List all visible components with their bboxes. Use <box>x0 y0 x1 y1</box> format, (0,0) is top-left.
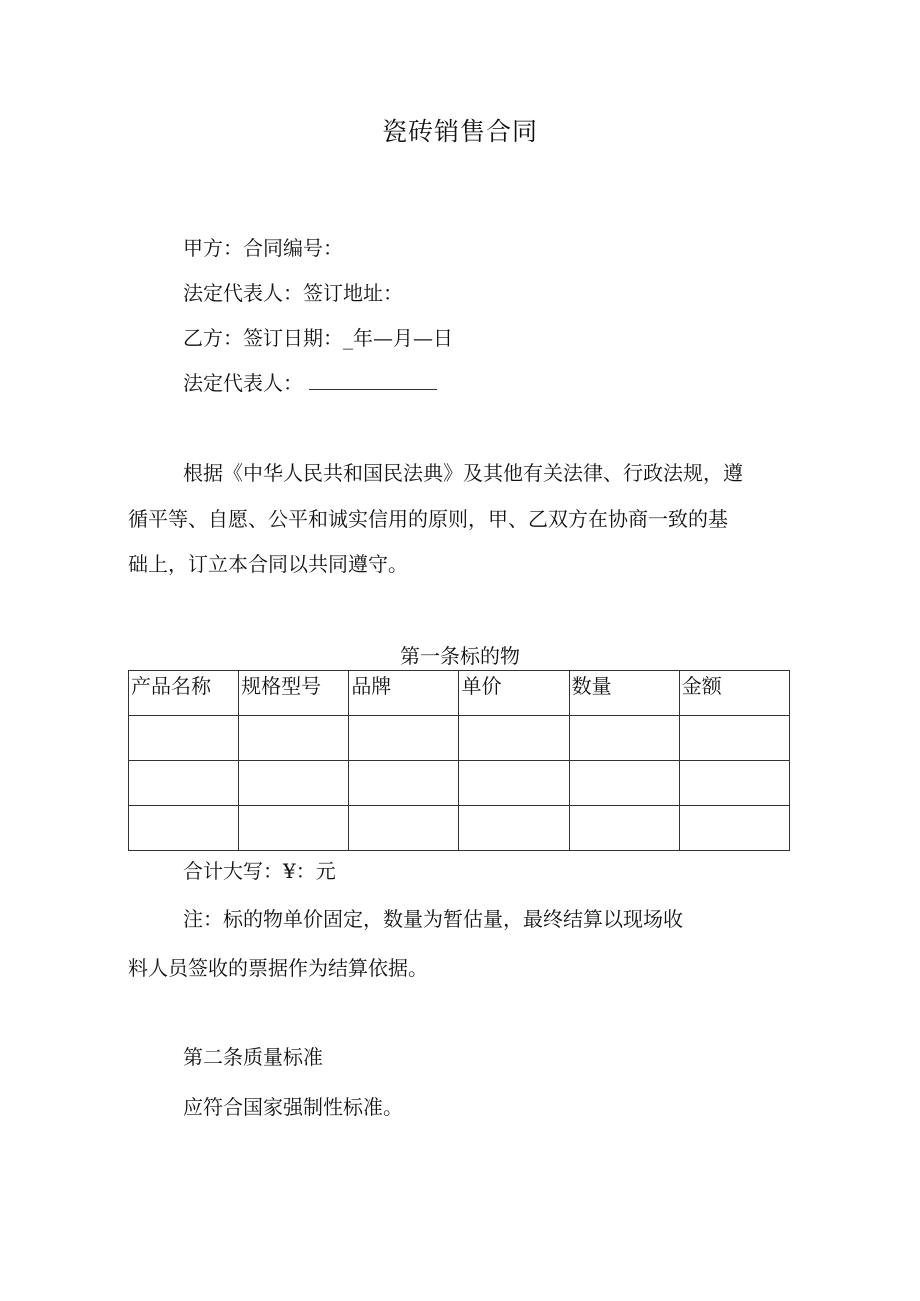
table-cell <box>679 761 789 806</box>
total-amount-line: 合计大写：¥：元 <box>183 859 336 883</box>
table-cell <box>129 806 239 851</box>
preamble-line-3: 础上，订立本合同以共同遵守。 <box>128 552 408 576</box>
table-row <box>129 716 790 761</box>
table-header-row <box>129 671 790 716</box>
header-unit-price: 单价 <box>459 671 569 716</box>
header-quantity: 数量 <box>569 671 679 716</box>
legal-rep-b-label: 法定代表人： <box>183 371 303 395</box>
table-cell <box>459 761 569 806</box>
table-cell <box>679 716 789 761</box>
goods-table <box>128 670 790 851</box>
header-amount: 金额 <box>679 671 789 716</box>
table-row <box>129 761 790 806</box>
table-cell <box>129 761 239 806</box>
table-cell <box>239 716 349 761</box>
table-cell <box>679 806 789 851</box>
note-line-2: 料人员签收的票据作为结算依据。 <box>128 956 428 980</box>
article-2-heading: 第二条质量标准 <box>183 1045 323 1069</box>
party-b-line: 乙方：签订日期：_年—月—日 <box>183 326 453 350</box>
legal-rep-b-blank <box>309 371 437 390</box>
header-brand: 品牌 <box>349 671 459 716</box>
table-cell <box>349 716 459 761</box>
table-cell <box>129 716 239 761</box>
article-2-body: 应符合国家强制性标准。 <box>183 1095 403 1119</box>
table-cell <box>239 761 349 806</box>
party-a-line: 甲方：合同编号： <box>183 236 343 260</box>
table-cell <box>569 716 679 761</box>
header-product-name: 产品名称 <box>129 671 239 716</box>
document-title: 瓷砖销售合同 <box>381 117 538 146</box>
table-row <box>129 806 790 851</box>
legal-rep-a-line: 法定代表人：签订地址： <box>183 281 403 305</box>
table-cell <box>459 716 569 761</box>
table-cell <box>349 761 459 806</box>
preamble-line-2: 循平等、自愿、公平和诚实信用的原则，甲、乙双方在协商一致的基 <box>128 507 728 531</box>
table-cell <box>459 806 569 851</box>
table-cell <box>239 806 349 851</box>
table-cell <box>349 806 459 851</box>
note-line-1: 注：标的物单价固定，数量为暂估量，最终结算以现场收 <box>183 907 683 931</box>
article-1-heading: 第一条标的物 <box>400 644 520 668</box>
legal-rep-b-line <box>183 369 437 397</box>
table-cell <box>569 806 679 851</box>
table-cell <box>569 761 679 806</box>
preamble-line-1: 根据《中华人民共和国民法典》及其他有关法律、行政法规，遵 <box>183 461 743 485</box>
header-spec-model: 规格型号 <box>239 671 349 716</box>
